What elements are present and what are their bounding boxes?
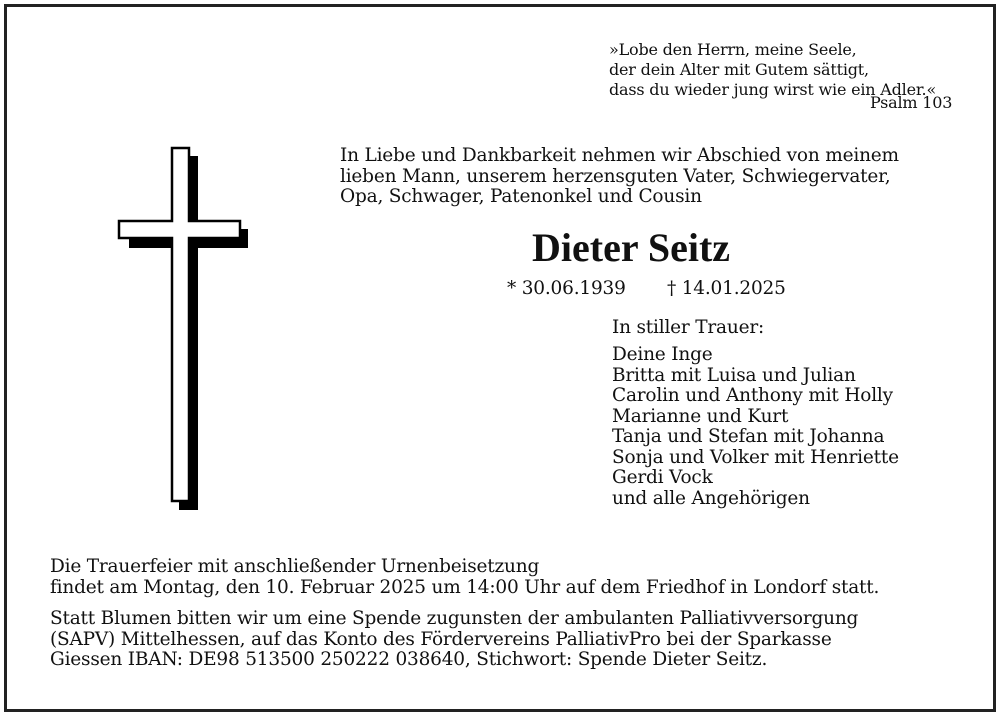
mourners-heading: In stiller Trauer: — [612, 317, 765, 338]
intro-text — [340, 146, 899, 208]
death-date: † 14.01.2025 — [667, 278, 786, 299]
mourner: Deine Inge — [612, 344, 713, 365]
intro-line: In Liebe und Dankbarkeit nehmen wir Abschied von meinem — [340, 145, 899, 166]
funeral-info — [50, 557, 879, 598]
donation-line: Giessen IBAN: DE98 513500 250222 038640, Stichwort: Spende Dieter Seitz. — [50, 649, 768, 670]
birth-date: * 30.06.1939 — [507, 278, 626, 299]
psalm-reference: Psalm 103 — [870, 93, 953, 112]
intro-line: lieben Mann, unserem herzensguten Vater, Schwiegervater, — [340, 165, 891, 187]
mourner: Marianne und Kurt — [612, 405, 789, 427]
mourners-list — [612, 345, 899, 509]
psalm-line: der dein Alter mit Gutem sättigt, — [609, 60, 869, 79]
mourner: Britta mit Luisa und Julian — [612, 364, 856, 386]
mourner: Gerdi Vock — [612, 467, 713, 488]
deceased-name: Dieter Seitz — [532, 225, 731, 270]
cross-icon — [115, 145, 250, 515]
mourner: und alle Angehörigen — [612, 487, 810, 509]
mourner: Tanja und Stefan mit Johanna — [612, 426, 885, 447]
mourner: Carolin und Anthony mit Holly — [612, 385, 893, 406]
mourner: Sonja und Volker mit Henriette — [612, 446, 899, 468]
psalm-line: dass du wieder jung wirst wie ein Adler.« — [609, 80, 937, 99]
funeral-line: Die Trauerfeier mit anschließender Urnenbeisetzung — [50, 556, 540, 577]
psalm-line: »Lobe den Herrn, meine Seele, — [609, 40, 857, 59]
donation-info — [50, 609, 858, 671]
funeral-line: findet am Montag, den 10. Februar 2025 um 14:00 Uhr auf dem Friedhof in Londorf statt. — [50, 576, 880, 598]
donation-line: (SAPV) Mittelhessen, auf das Konto des Fördervereins PalliativPro bei der Sparkasse — [50, 628, 832, 650]
donation-line: Statt Blumen bitten wir um eine Spende zugunsten der ambulanten Palliativversorgung — [50, 608, 859, 629]
psalm-quote — [609, 40, 936, 100]
intro-line: Opa, Schwager, Patenonkel und Cousin — [340, 186, 702, 207]
